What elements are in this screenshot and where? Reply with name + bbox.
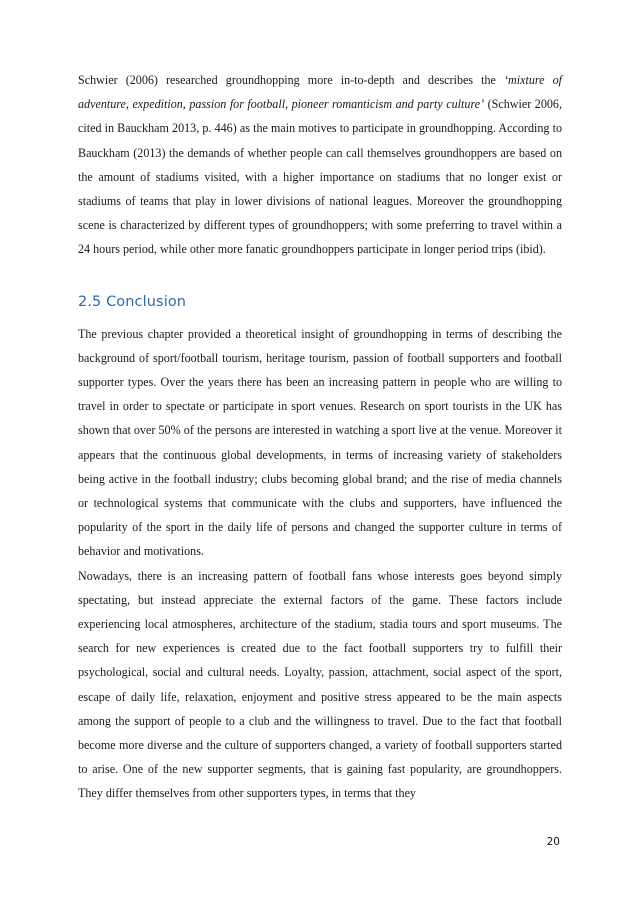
conclusion-paragraph-1: The previous chapter provided a theoretical insight of groundhopping in terms of describing the background of sport/football tourism, heritage tourism, passion of football supporters and football supporter types. Over the years there has been an increasing pattern in people who are willing to travel in order to spectate or participate in sport venues. Research on sport tourists in the UK has shown that over 50% of the persons are interested in watching a sport live at the venue. Moreover it appears that the continuous global developments, in terms of increasing variety of stakeholders being active in the football industry; clubs becoming global brand; and the rise of media channels or technological systems that communicate with the clubs and supporters, have influenced the popularity of the sport in the daily life of persons and changed the supporter culture in terms of behavior and motivations.: [78, 326, 562, 559]
conclusion-paragraph-2: Nowadays, there is an increasing pattern of football fans whose interests goes beyond simply spectating, but instead appreciate the external factors of the game. These factors include experiencing local atmospheres, architecture of the stadium, stadia tours and sport museums. The search for new experiences is created due to the fact football supporters try to fulfill their psychological, social and cultural needs. Loyalty, passion, attachment, social aspect of the sport, escape of daily life, relaxation, enjoyment and positive stress appeared to be the main aspects among the support of people to a club and the willingness to travel. Due to the fact that football become more diverse and the culture of supporters changed, a variety of football supporters started to arise. One of the new supporter segments, that is gaining fast popularity, are groundhoppers. They differ themselves from other supporters types, in terms that they: [78, 568, 562, 801]
intro-paragraph-lead: Schwier (2006) researched groundhopping more in-to-depth and describes the: [78, 73, 504, 87]
section-heading: 2.5 Conclusion: [78, 293, 187, 310]
page-content: [78, 68, 562, 806]
intro-paragraph: [78, 68, 562, 262]
intro-paragraph-quote: ‘mixture of adventure, expedition, passion for football, pioneer romanticism and party culture’: [78, 73, 563, 112]
intro-paragraph-tail: (Schwier 2006, cited in Bauckham 2013, p. 446) as the main motives to participate in groundhopping. According to Bauckham (2013) the demands of whether people can call themselves groundhoppers are based on the amount of stadiums visited, with a higher importance on stadiums that no longer exist or stadiums of teams that play in lower divisions of national leagues. Moreover the groundhopping scene is characterized by different types of groundhoppers; with some preferring to travel within a 24 hours period, while other more fanatic groundhoppers participate in longer period trips (ibid).: [78, 97, 562, 257]
page-number: 20: [546, 836, 560, 848]
